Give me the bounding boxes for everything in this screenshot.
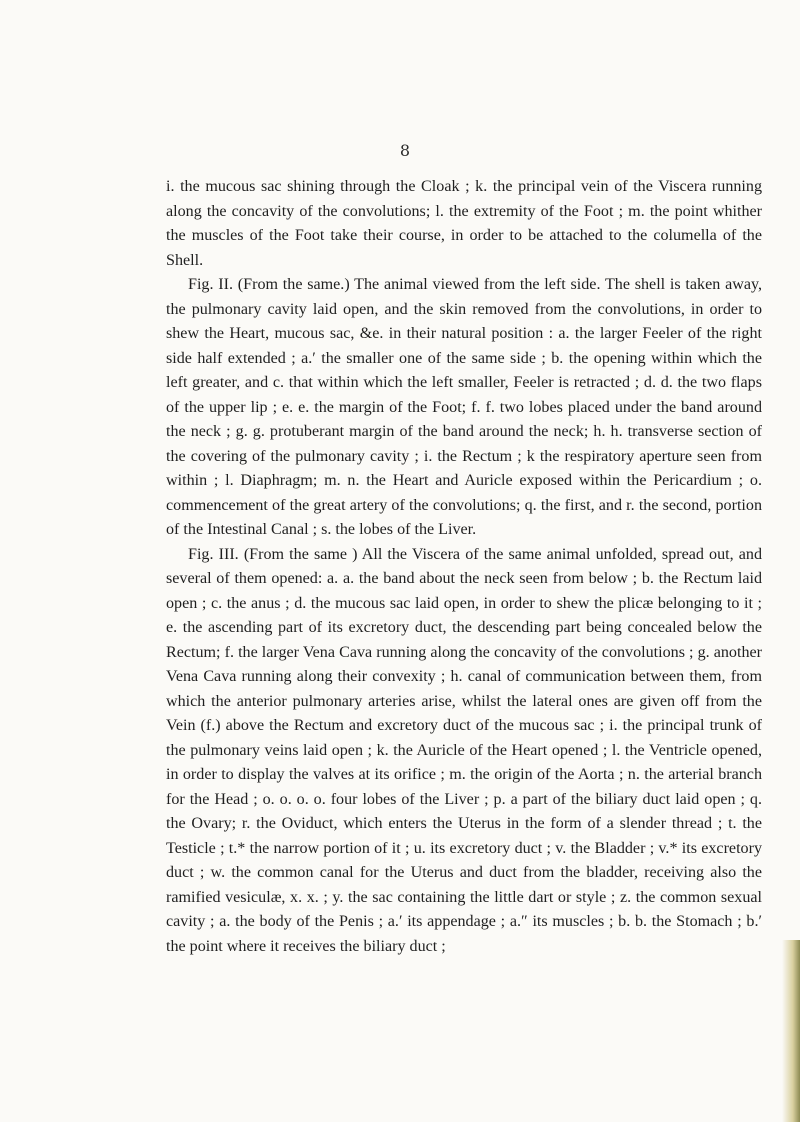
page-edge-stain: [782, 940, 800, 1122]
body-text: [166, 175, 762, 959]
paragraph-fig-ii: Fig. II. (From the same.) The animal viewed from the left side. The shell is taken away, the pulmonary cavity laid open, and the skin removed from the convolutions, in order to shew the Heart, mucous sac, &e. in their natural position : a. the larger Feeler of the right side half extended ; a.′ the smaller one of the same side ; b. the opening within which the left greater, and c. that within which the left smaller, Feeler is retracted ; d. d. the two flaps of the upper lip ; e. e. the margin of the Foot; f. f. two lobes placed under the band around the neck ; g. g. protuberant margin of the band around the neck; h. h. transverse section of the covering of the pulmonary cavity ; i. the Rectum ; k the respiratory aperture seen from within ; l. Diaphragm; m. n. the Heart and Auricle exposed within the Pericardium ; o. commencement of the great artery of the convolutions; q. the first, and r. the second, portion of the Intestinal Canal ; s. the lobes of the Liver.: [166, 276, 762, 538]
paragraph-fig-iii: Fig. III. (From the same ) All the Viscera of the same animal unfolded, spread out, and several of them opened: a. a. the band about the neck seen from below ; b. the Rectum laid open ; c. the anus ; d. the mucous sac laid open, in order to shew the plicæ belonging to it ; e. the ascending part of its excretory duct, the descending part being concealed below the Rectum; f. the larger Vena Cava running along the concavity of the convolutions ; g. another Vena Cava running along their convexity ; h. canal of communication between them, from which the anterior pulmonary arteries arise, whilst the lateral ones are given off from the Vein (f.) above the Rectum and excretory duct of the mucous sac ; i. the principal trunk of the pulmonary veins laid open ; k. the Auricle of the Heart opened ; l. the Ventricle opened, in order to display the valves at its orifice ; m. the origin of the Aorta ; n. the arterial branch for the Head ; o. o. o. o. four lobes of the Liver ; p. a part of the biliary duct laid open ; q. the Ovary; r. the Oviduct, which enters the Uterus in the form of a slender thread ; t. the Testicle ; t.* the narrow portion of it ; u. its excretory duct ; v. the Bladder ; v.* its excretory duct ; w. the common canal for the Uterus and duct from the bladder, receiving also the ramified vesiculæ, x. x. ; y. the sac containing the little dart or style ; z. the common sexual cavity ; a. the body of the Penis ; a.′ its appendage ; a.″ its muscles ; b. b. the Stomach ; b.′ the point where it receives the biliary duct ;: [166, 545, 762, 955]
page-number: 8: [399, 141, 411, 160]
paragraph-fig-i-continued: i. the mucous sac shining through the Cloak ; k. the principal vein of the Viscera running along the concavity of the convolutions; l. the extremity of the Foot ; m. the point whither the muscles of the Foot take their course, in order to be attached to the columella of the Shell.: [166, 178, 762, 269]
